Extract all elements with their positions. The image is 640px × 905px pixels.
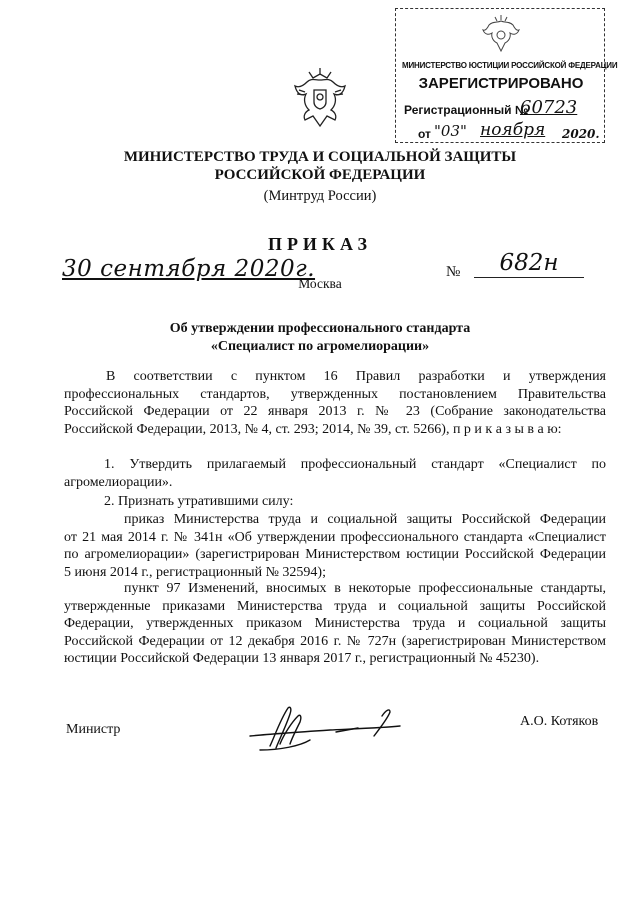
stamp-eagle-icon bbox=[479, 13, 523, 57]
intro-paragraph bbox=[64, 368, 606, 438]
item-2b-line: утвержденные приказами Министерства труда и социальной защиты Российской bbox=[64, 598, 606, 614]
item-2a-line: приказ Министерства труда и социальной защиты Российской Федерации bbox=[124, 512, 606, 527]
item-1-line: 1. Утвердить прилагаемый профессиональный стандарт «Специалист по bbox=[104, 457, 606, 472]
item-2b-line: Российской Федерации от 12 декабря 2016 г. № 727н (зарегистрирован Министерством bbox=[64, 633, 606, 649]
item-2b-paragraph bbox=[64, 580, 606, 668]
stamp-date-year: 2020. bbox=[562, 127, 600, 141]
item-1-paragraph bbox=[64, 456, 606, 491]
stamp-regno-label: Регистрационный № bbox=[404, 103, 529, 117]
order-title: ПРИКАЗ bbox=[267, 234, 373, 254]
stamp-date-day: "03" bbox=[434, 122, 467, 140]
subject-line1: Об утверждении профессионального стандарта bbox=[169, 321, 471, 336]
ministry-name-line2: РОССИЙСКОЙ ФЕДЕРАЦИИ bbox=[214, 167, 426, 183]
intro-line: В соответствии с пунктом 16 Правил разработки и утверждения bbox=[106, 369, 606, 384]
item-2b-line: Федерации, утвержденных приказом Министерства труда и социальной защиты bbox=[64, 616, 606, 631]
stamp-date-month: ноября bbox=[480, 120, 546, 140]
stamp-registered-label: ЗАРЕГИСТРИРОВАНО bbox=[418, 75, 584, 92]
stamp-date-from: от bbox=[418, 127, 431, 141]
signatory-position: Министр bbox=[66, 722, 121, 737]
ministry-short-name: (Минтруд России) bbox=[263, 188, 377, 204]
signatory-name: А.О. Котяков bbox=[520, 714, 599, 729]
coat-of-arms-icon bbox=[291, 66, 349, 130]
handwritten-signature bbox=[240, 698, 410, 758]
ministry-name-line1: МИНИСТЕРСТВО ТРУДА И СОЦИАЛЬНОЙ ЗАЩИТЫ bbox=[123, 149, 517, 165]
stamp-regno-value: 60723 bbox=[520, 97, 578, 118]
order-number-label: № bbox=[446, 264, 461, 280]
item-2a-line: по агромелиорации» (зарегистрирован Министерством юстиции Российской Федерации bbox=[64, 547, 606, 562]
order-date: 30 сентября 2020г. bbox=[62, 256, 316, 282]
item-2a-paragraph bbox=[64, 511, 606, 581]
intro-line: Российской Федерации, 2013, № 4, ст. 293; 2014, № 39, ст. 5266), п р и к а з ы в а ю: bbox=[64, 421, 562, 437]
item-1-line: агромелиорации». bbox=[64, 474, 173, 490]
item-2a-line: от 21 мая 2014 г. № 341н «Об утверждении профессионального стандарта «Специалист bbox=[64, 529, 606, 545]
item-2b-line: пункт 97 Изменений, вносимых в некоторые профессиональные стандарты, bbox=[124, 581, 606, 596]
stamp-ministry: МИНИСТЕРСТВО ЮСТИЦИИ РОССИЙСКОЙ ФЕДЕРАЦИИ bbox=[402, 61, 618, 70]
order-city: Москва bbox=[298, 276, 342, 291]
item-2-paragraph bbox=[64, 493, 606, 511]
registration-stamp bbox=[395, 8, 618, 143]
item-2a-line: 5 июня 2014 г., регистрационный № 32594); bbox=[64, 564, 326, 580]
order-number-value: 682н bbox=[474, 250, 584, 278]
item-2b-line: юстиции Российской Федерации 13 января 2017 г., регистрационный № 45230). bbox=[64, 651, 540, 666]
subject-line2: «Специалист по агромелиорации» bbox=[210, 339, 430, 354]
item-2-line: 2. Признать утратившими силу: bbox=[104, 494, 294, 509]
intro-line: профессиональных стандартов, утвержденных постановлением Правительства bbox=[64, 386, 606, 402]
intro-line: Российской Федерации от 22 января 2013 г. № 23 (Собрание законодательства bbox=[64, 404, 606, 419]
